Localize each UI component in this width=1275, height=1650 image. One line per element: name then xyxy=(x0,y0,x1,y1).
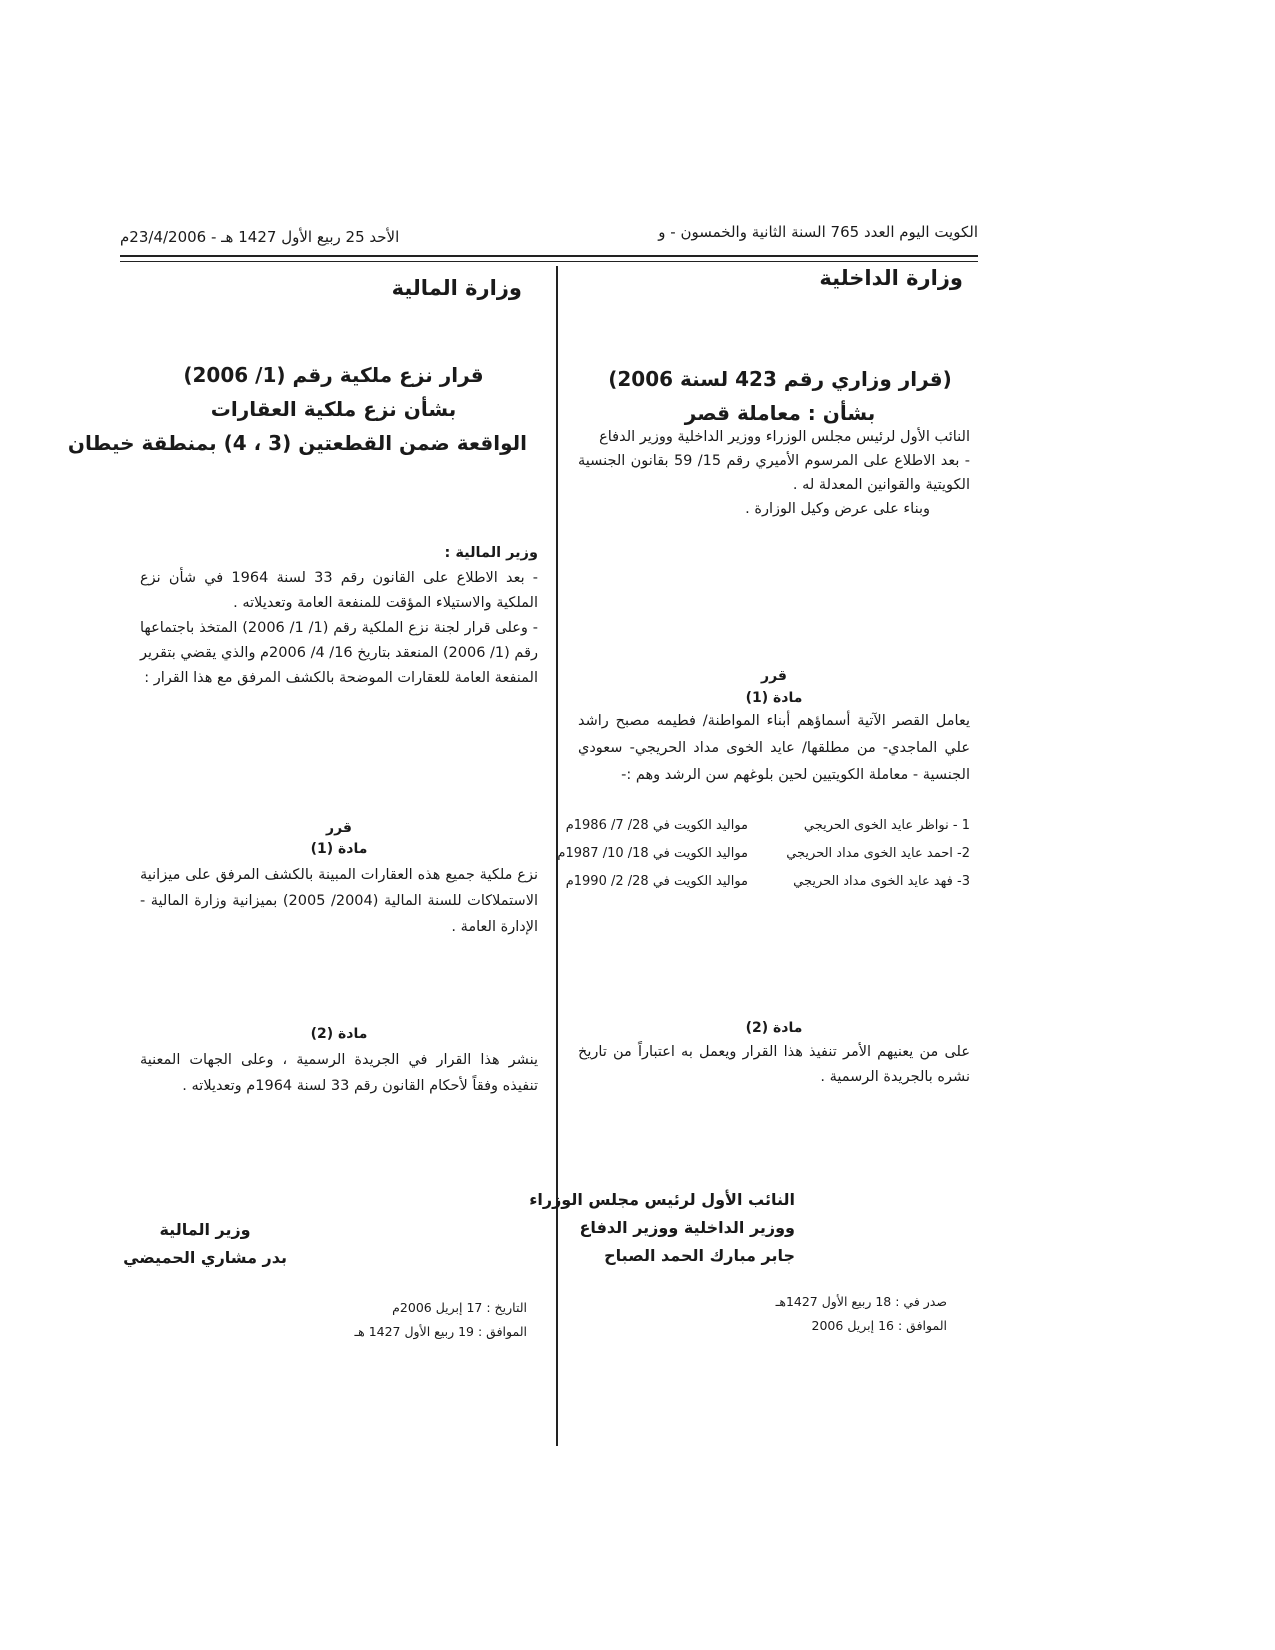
interior-article2-text: على من يعنيهم الأمر تنفيذ هذا القرار ويعمل به اعتباراً من تاريخ نشره بالجريدة الرسمية . xyxy=(578,1044,970,1085)
interior-signature xyxy=(529,1186,795,1270)
header-rule xyxy=(120,255,978,257)
interior-article1-text: يعامل القصر الآتية أسماؤهم أبناء المواطنة/ فطيمه مصبح راشد علي الماجدي- من مطلقها/ عايد الخوى مداد الحريجي- سعودي الجنسية - معاملة الكويتيين لحين بلوغهم سن الرشد وهم :- xyxy=(578,713,970,783)
signature-line: ووزير الداخلية ووزير الدفاع xyxy=(579,1218,795,1237)
list-item xyxy=(557,840,970,868)
interior-persons-list xyxy=(557,812,970,896)
finance-issuer: وزير المالية : xyxy=(444,545,538,561)
signature-line: جابر مبارك الحمد الصباح xyxy=(604,1246,795,1265)
person-name: 3- فهد عايد الخوى مداد الحريجي xyxy=(793,874,970,889)
finance-title xyxy=(67,358,535,460)
finance-article2-text: ينشر هذا القرار في الجريدة الرسمية ، وعلى الجهات المعنية تنفيذه وفقاً لأحكام القانون رقم 33 لسنة 1964م وتعديلاته . xyxy=(140,1052,538,1094)
header-date: الأحد 25 ربيع الأول 1427 هـ - 23/4/2006م xyxy=(120,228,400,246)
person-birth: مواليد الكويت في 28/ 7/ 1986م xyxy=(565,818,748,833)
header-rule-thin xyxy=(120,261,978,262)
finance-dates xyxy=(354,1296,527,1344)
interior-preamble xyxy=(578,425,970,521)
interior-title xyxy=(590,362,970,430)
signature-line: النائب الأول لرئيس مجلس الوزراء xyxy=(529,1190,795,1209)
date-gregorian: التاريخ : 17 إبريل 2006م xyxy=(392,1300,527,1315)
list-item xyxy=(565,868,970,896)
interior-article2-heading: مادة (2) xyxy=(745,1020,803,1036)
date-gregorian: الموافق : 16 إبريل 2006 xyxy=(811,1318,947,1333)
finance-title-line: الواقعة ضمن القطعتين (3 ، 4) بمنطقة خيطان xyxy=(67,431,527,455)
finance-article1-text: نزع ملكية جميع هذه العقارات المبينة بالكشف المرفق على ميزانية الاستملاكات للسنة المالية (2004/ 2005) بميزانية وزارة المالية - الإدارة العامة . xyxy=(140,867,538,935)
interior-title-line: (قرار وزاري رقم 423 لسنة 2006) xyxy=(608,367,952,391)
person-name: 2- احمد عايد الخوى مداد الحريجي xyxy=(786,846,970,861)
signature-line: بدر مشاري الحميضي xyxy=(123,1248,287,1267)
finance-signature xyxy=(123,1216,287,1272)
finance-title-line: قرار نزع ملكية رقم (1/ 2006) xyxy=(183,363,484,387)
interior-article1-heading: مادة (1) xyxy=(745,690,803,706)
finance-ministry-heading: وزارة المالية xyxy=(391,276,522,300)
finance-article2-heading: مادة (2) xyxy=(310,1026,368,1042)
person-birth: مواليد الكويت في 18/ 10/ 1987م xyxy=(557,846,748,861)
finance-article1-heading: مادة (1) xyxy=(310,841,368,857)
signature-line: وزير المالية xyxy=(159,1220,251,1239)
finance-decision-word: قرر xyxy=(326,820,352,836)
interior-preamble-para: وبناء على عرض وكيل الوزارة . xyxy=(745,501,930,517)
person-birth: مواليد الكويت في 28/ 2/ 1990م xyxy=(565,874,748,889)
interior-decision-word: قرر xyxy=(761,668,787,684)
finance-preamble xyxy=(140,540,538,691)
interior-title-line: بشأن : معاملة قصر xyxy=(684,401,876,425)
finance-preamble-para: - بعد الاطلاع على القانون رقم 33 لسنة 1964 في شأن نزع الملكية والاستيلاء المؤقت للمنفعة العامة وتعديلاته . xyxy=(140,570,538,611)
date-hijri: الموافق : 19 ربيع الأول 1427 هـ xyxy=(354,1324,527,1339)
list-item xyxy=(565,812,970,840)
interior-issuer: النائب الأول لرئيس مجلس الوزراء ووزير الداخلية ووزير الدفاع xyxy=(599,429,970,445)
finance-preamble-para: - وعلى قرار لجنة نزع الملكية رقم (1/ 1/ 2006) المتخذ باجتماعها رقم (1/ 2006) المنعقد بتاريخ 16/ 4/ 2006م والذي يقضي بتقرير المنفعة العامة للعقارات الموضحة بالكشف المرفق مع هذا القرار : xyxy=(140,620,539,686)
finance-title-line: بشأن نزع ملكية العقارات xyxy=(210,397,457,421)
date-issued: صدر في : 18 ربيع الأول 1427هـ xyxy=(775,1294,947,1309)
header-issue-info: الكويت اليوم العدد 765 السنة الثانية والخمسون - و xyxy=(658,223,978,241)
interior-dates xyxy=(776,1290,947,1338)
interior-ministry-heading: وزارة الداخلية xyxy=(819,266,963,290)
interior-preamble-para: - بعد الاطلاع على المرسوم الأميري رقم 15/ 59 بقانون الجنسية الكويتية والقوانين المعدلة له . xyxy=(578,453,970,493)
person-name: 1 - نواظر عايد الخوى الحريجي xyxy=(803,818,970,833)
